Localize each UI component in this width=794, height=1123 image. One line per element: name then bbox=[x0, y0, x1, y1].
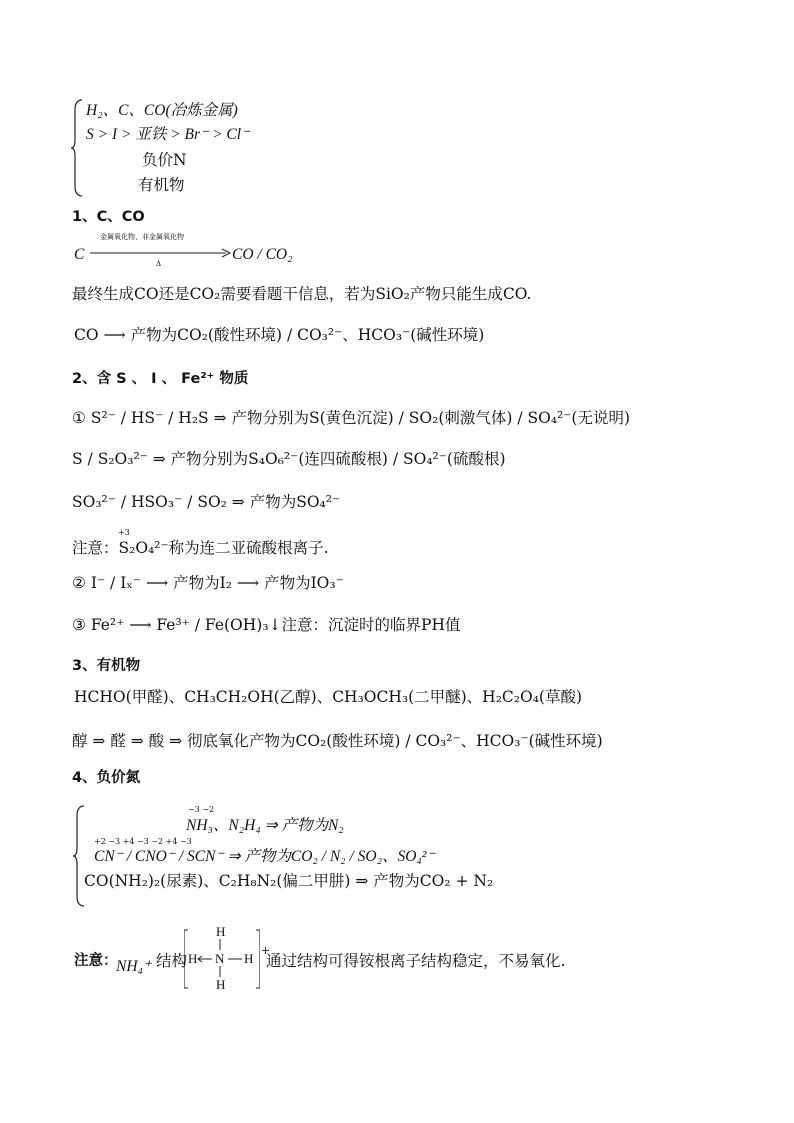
section-4-row-1: NH₃、N₂H₄ ⇒ 产物为N₂ bbox=[186, 817, 344, 834]
struct-atom-n: N bbox=[215, 951, 225, 966]
brace1-row-2: S > I > 亚铁 > Br⁻ > Cl⁻ bbox=[86, 126, 250, 143]
section-4-note-struct-word: 结构 bbox=[156, 952, 188, 970]
reaction-left: C bbox=[74, 246, 85, 263]
section-2-item-1b: S / S₂O₃²⁻ ⇒ 产物分别为S₄O₆²⁻(连四硫酸根) / SO₄²⁻(硫酸根) bbox=[72, 450, 506, 468]
section-2-heading: 2、含 S 、 I 、 Fe²⁺ 物质 bbox=[72, 371, 249, 387]
reaction-right: CO / CO₂ bbox=[232, 246, 293, 263]
section-2-item-3: ③ Fe²⁺ ⟶ Fe³⁺ / Fe(OH)₃↓注意：沉淀时的临界PH值 bbox=[72, 616, 461, 634]
section-3-line-2: 醇 ⇒ 醛 ⇒ 酸 ⇒ 彻底氧化产物为CO₂(酸性环境) / CO₃²⁻、HCO₃⁻(碱性环境) bbox=[72, 732, 603, 750]
section-2-note: 注意：S₂O₄²⁻称为连二亚硫酸根离子. bbox=[72, 539, 329, 557]
section-4-heading: 4、负价氮 bbox=[72, 770, 141, 786]
section-3-heading: 3、有机物 bbox=[72, 658, 141, 674]
section-1-heading: 1、C、CO bbox=[72, 209, 145, 225]
left-brace-2 bbox=[72, 804, 86, 908]
section-4-ox-1: −3 −2 bbox=[188, 805, 215, 814]
reaction-arrow bbox=[90, 248, 232, 258]
brace1-row-3: 负价N bbox=[142, 151, 187, 169]
section-4-ox-2: +2 −3 +4 −3 −2 +4 −3 bbox=[94, 837, 192, 846]
struct-atom-h-right: H bbox=[244, 951, 254, 966]
ammonium-structure bbox=[184, 924, 260, 994]
section-4-note-tail: 通过结构可得铵根离子结构稳定，不易氧化. bbox=[266, 952, 566, 970]
section-2-item-1c: SO₃²⁻ / HSO₃⁻ / SO₂ ⇒ 产物为SO₄²⁻ bbox=[72, 493, 341, 511]
section-2-note-ox: +3 bbox=[118, 528, 130, 537]
left-brace-1 bbox=[70, 98, 84, 198]
section-2-item-2: ② I⁻ / Iₓ⁻ ⟶ 产物为I₂ ⟶ 产物为IO₃⁻ bbox=[72, 574, 344, 592]
section-3-line-1: HCHO(甲醛)、CH₃CH₂OH(乙醇)、CH₃OCH₃(二甲醚)、H₂C₂O₄(草酸) bbox=[74, 688, 582, 706]
struct-charge: + bbox=[261, 944, 271, 957]
section-4-row-3: CO(NH₂)₂(尿素)、C₂H₈N₂(偏二甲肼) ⇒ 产物为CO₂ + N₂ bbox=[84, 872, 494, 890]
struct-atom-h-left: H bbox=[188, 951, 198, 966]
struct-atom-h-bottom: H bbox=[216, 977, 226, 992]
section-2-item-1: ① S²⁻ / HS⁻ / H₂S ⇒ 产物分别为S(黄色沉淀) / SO₂(刺激气体) / SO₄²⁻(无说明) bbox=[72, 409, 631, 427]
reaction-below-label: Δ bbox=[156, 260, 162, 268]
section-4-note-label: 注意： bbox=[74, 953, 118, 969]
struct-atom-h-top: H bbox=[216, 924, 226, 939]
section-4-row-2: CN⁻ / CNO⁻ / SCN⁻ ⇒ 产物为CO₂ / N₂ / SO₂、SO₄²⁻ bbox=[94, 848, 435, 865]
reaction-above-label: 金属氧化物、非金属氧化物 bbox=[100, 233, 184, 241]
section-1-co-line: CO ⟶ 产物为CO₂(酸性环境) / CO₃²⁻、HCO₃⁻(碱性环境) bbox=[74, 326, 485, 344]
section-4-note-ion: NH₄⁺ bbox=[116, 958, 152, 975]
section-1-note: 最终生成CO还是CO₂需要看题干信息，若为SiO₂产物只能生成CO. bbox=[72, 285, 532, 303]
brace1-row-1: H₂、C、CO(冶炼金属) bbox=[86, 102, 238, 119]
brace1-row-4: 有机物 bbox=[138, 176, 185, 194]
